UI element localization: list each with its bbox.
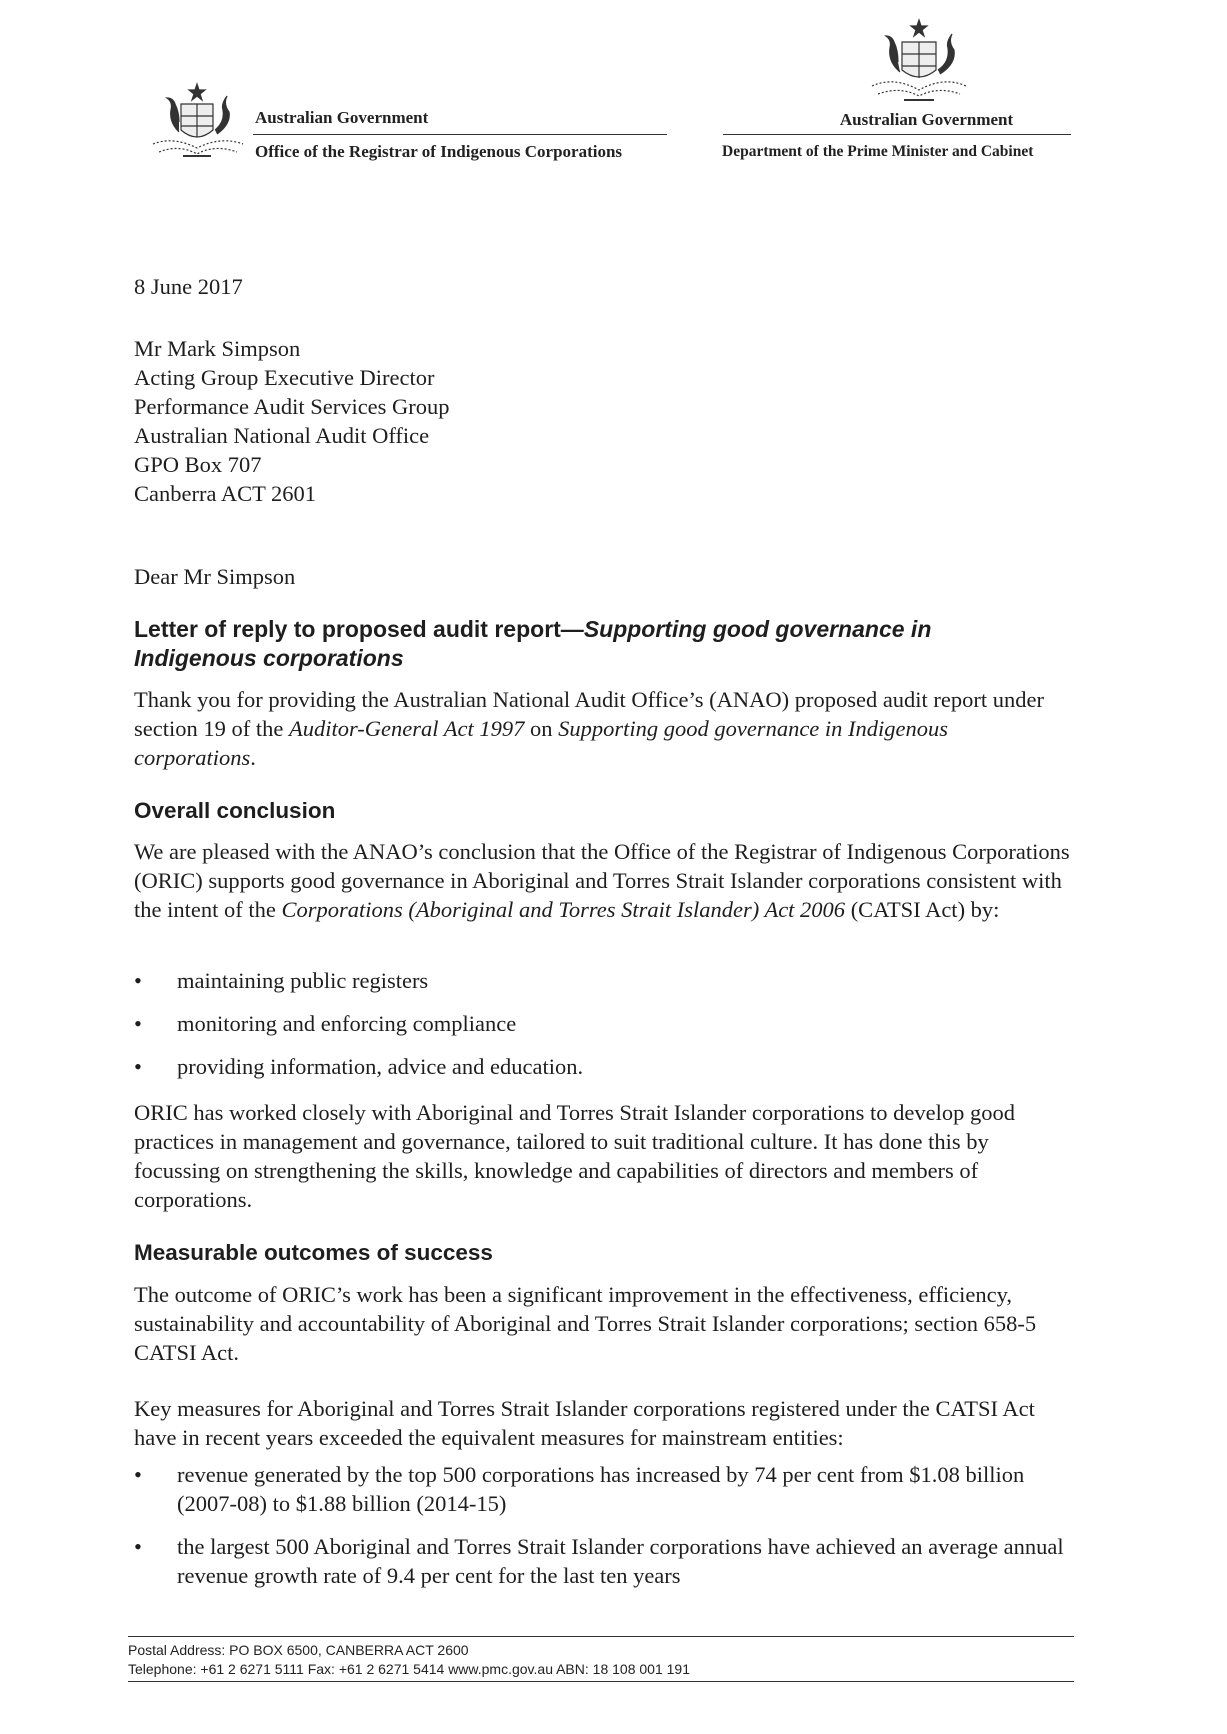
right-letterhead-divider <box>723 134 1071 135</box>
subject-title-line1: Supporting good governance in <box>583 616 932 642</box>
outcome-paragraph: The outcome of ORIC’s work has been a significant improvement in the effectiveness, efficiency, sustainability and accountability of Aboriginal and Torres Strait Islander corporations; section 658-5 CATSI Act. <box>134 1282 1037 1365</box>
left-letterhead-government: Australian Government <box>255 108 429 127</box>
left-letterhead-divider <box>253 134 667 135</box>
list-item-text: maintaining public registers <box>177 968 429 993</box>
intro-text: . <box>250 745 256 770</box>
salutation: Dear Mr Simpson <box>134 564 296 589</box>
recipient-line: GPO Box 707 <box>134 452 262 477</box>
footer-divider-bottom <box>128 1681 1074 1682</box>
recipient-line: Canberra ACT 2601 <box>134 481 317 506</box>
footer-postal-address: Postal Address: PO BOX 6500, CANBERRA ACT 2600 <box>128 1642 469 1658</box>
list-item-text: monitoring and enforcing compliance <box>177 1011 517 1036</box>
right-letterhead-department: Department of the Prime Minister and Cabinet <box>722 143 1034 160</box>
subject-title-line2: Indigenous corporations <box>134 645 404 671</box>
key-measures-paragraph: Key measures for Aboriginal and Torres Strait Islander corporations registered under the CATSI Act have in recent years exceeded the equivalent measures for mainstream entities: <box>134 1396 1035 1450</box>
conclusion-text: (CATSI Act) by: <box>845 897 1000 922</box>
recipient-line: Mr Mark Simpson <box>134 336 301 361</box>
subject-heading <box>134 615 1074 673</box>
list-item <box>134 1460 1074 1518</box>
left-letterhead-office: Office of the Registrar of Indigenous Corporations <box>255 142 623 161</box>
list-item <box>134 1009 1074 1038</box>
conclusion-act-title: Corporations (Aboriginal and Torres Strait Islander) Act 2006 <box>281 897 846 922</box>
list-item-text: revenue generated by the top 500 corporations has increased by 74 per cent from $1.08 billion (2007-08) to $1.88 billion (2014-15) <box>177 1462 1025 1516</box>
commonwealth-coat-of-arms-icon <box>143 82 251 164</box>
bullet-icon: • <box>134 1534 142 1559</box>
intro-text: Thank you for providing the Australian National Audit Office’s (ANAO) proposed audit report under section 19 of the <box>134 687 1045 741</box>
oric-paragraph: ORIC has worked closely with Aboriginal and Torres Strait Islander corporations to develop good practices in management and governance, tailored to suit traditional culture. It has done this by focussing on strengthening the skills, knowledge and capabilities of directors and members of corporations. <box>134 1100 1015 1212</box>
list-item <box>134 966 1074 995</box>
list-item <box>134 1532 1074 1590</box>
letter-date: 8 June 2017 <box>134 274 243 299</box>
overall-conclusion-heading: Overall conclusion <box>134 798 336 823</box>
recipient-line: Performance Audit Services Group <box>134 394 450 419</box>
list-item <box>134 1052 1074 1081</box>
conclusion-text: We are pleased with the ANAO’s conclusion that the Office of the Registrar of Indigenous Corporations (ORIC) supports good governance in Aboriginal and Torres Strait Islander corporations consistent with the intent of the <box>134 839 1070 922</box>
measurable-outcomes-heading: Measurable outcomes of success <box>134 1240 493 1265</box>
bullet-icon: • <box>134 968 142 993</box>
intro-text: on <box>524 716 559 741</box>
conclusion-bullet-list <box>134 966 1074 1095</box>
recipient-address <box>134 334 450 508</box>
conclusion-paragraph <box>134 837 1074 924</box>
bullet-icon: • <box>134 1462 142 1487</box>
key-measures-bullet-list <box>134 1460 1074 1604</box>
right-letterhead-government: Australian Government <box>839 110 1014 129</box>
recipient-line: Australian National Audit Office <box>134 423 430 448</box>
recipient-line: Acting Group Executive Director <box>134 365 435 390</box>
list-item-text: the largest 500 Aboriginal and Torres Strait Islander corporations have achieved an average annual revenue growth rate of 9.4 per cent for the last ten years <box>177 1534 1064 1588</box>
intro-paragraph <box>134 685 1074 772</box>
footer-contact-details: Telephone: +61 2 6271 5111 Fax: +61 2 6271 5414 www.pmc.gov.au ABN: 18 108 001 191 <box>128 1661 690 1677</box>
list-item-text: providing information, advice and education. <box>177 1054 584 1079</box>
subject-prefix: Letter of reply to proposed audit report— <box>134 616 584 642</box>
intro-report-title: Supporting good governance in Indigenous corporations <box>134 716 949 770</box>
bullet-icon: • <box>134 1011 142 1036</box>
bullet-icon: • <box>134 1054 142 1079</box>
intro-act-title: Auditor-General Act 1997 <box>288 716 525 741</box>
footer-divider-top <box>128 1636 1074 1637</box>
commonwealth-coat-of-arms-icon <box>860 18 978 108</box>
